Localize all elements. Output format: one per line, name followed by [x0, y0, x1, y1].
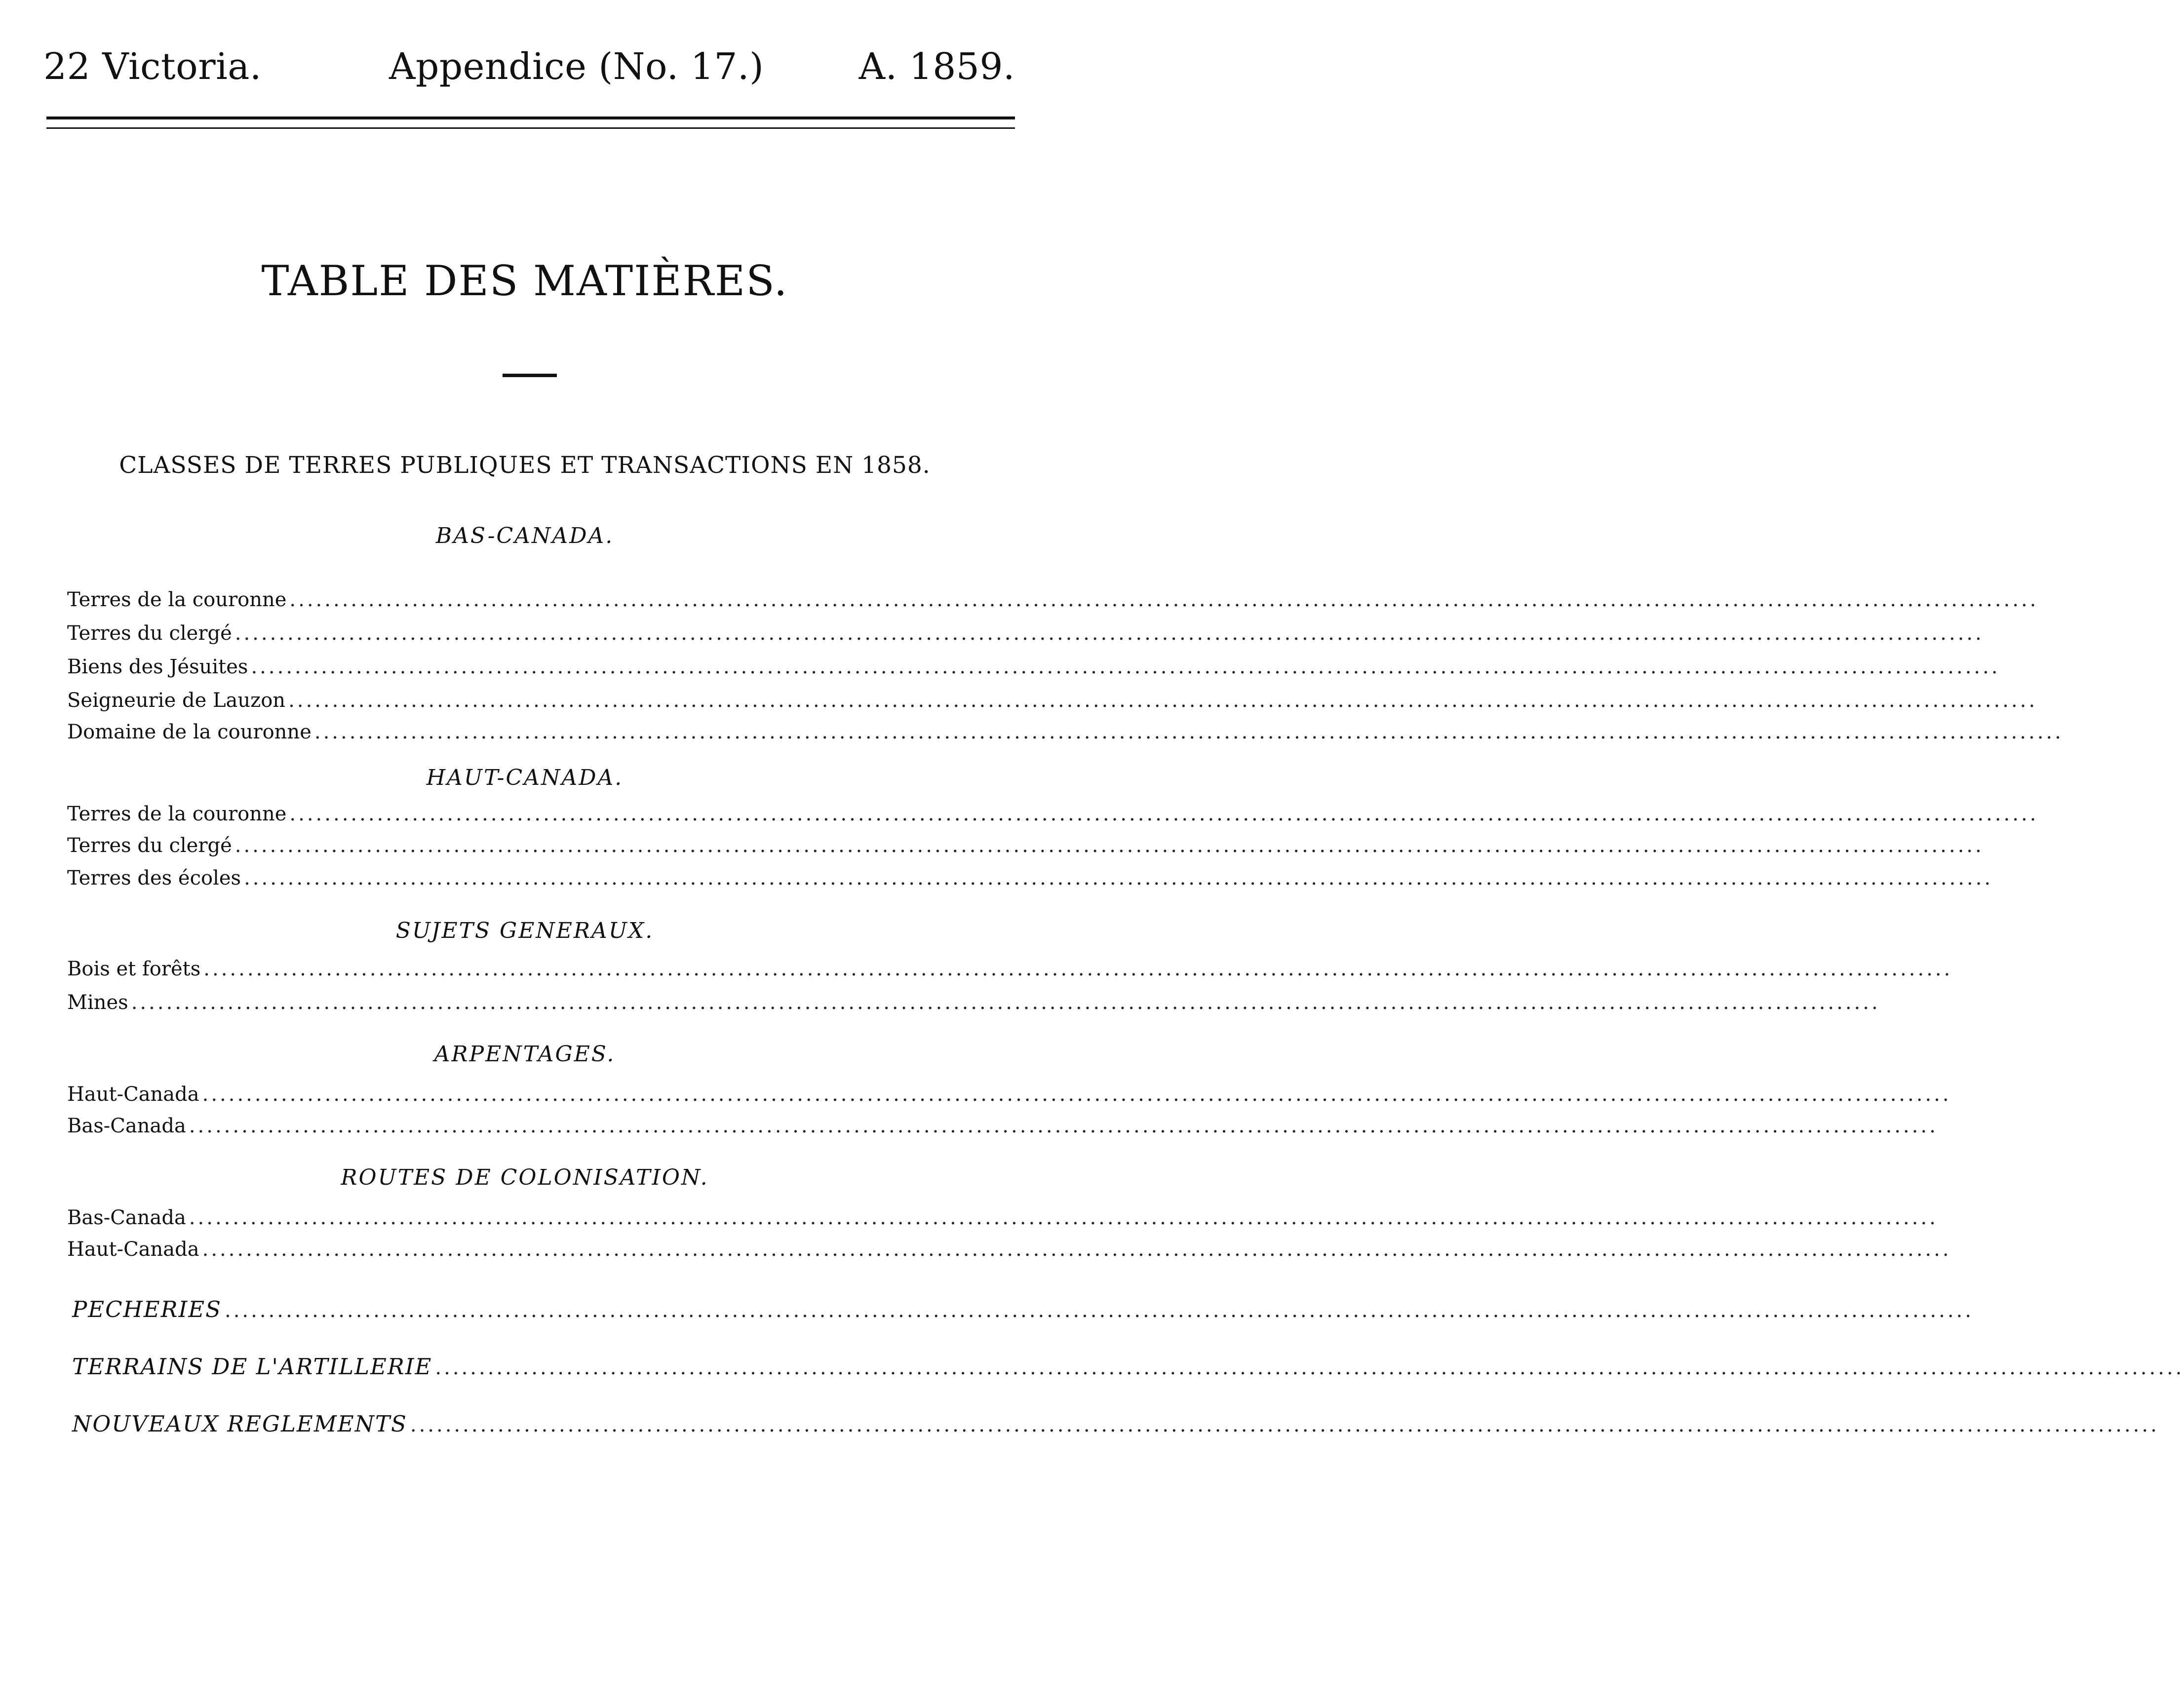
toc-entry[interactable] — [67, 867, 1993, 894]
dot-leader: ........................................................................................................................................................................................................ — [289, 803, 2039, 825]
toc-entry-label: PECHERIES — [72, 1296, 222, 1322]
dot-leader: ........................................................................................................................................................................................................ — [251, 656, 2000, 678]
toc-entry[interactable] — [67, 721, 2064, 748]
dot-leader: ........................................................................................................................................................................................................ — [131, 991, 1880, 1014]
toc-entry[interactable] — [67, 622, 1984, 650]
toc-entry-label: Terres de la couronne — [67, 588, 287, 611]
toc-entry-terrains-artillerie[interactable] — [72, 1354, 2184, 1381]
toc-entry-label: Terres des écoles — [67, 867, 241, 890]
toc-entry[interactable] — [67, 991, 1880, 1019]
dot-leader: ........................................................................................................................................................................................................ — [288, 689, 2038, 712]
toc-entry-label: Bas-Canada — [67, 1206, 186, 1229]
toc-entry[interactable] — [67, 803, 2039, 830]
toc-entry-pecheries[interactable] — [72, 1296, 1974, 1324]
dot-leader: ........................................................................................................................................................................................................ — [244, 867, 1993, 890]
toc-entry-nouveaux-reglements[interactable] — [72, 1411, 2159, 1438]
header-appendix: Appendice (No. 17.) — [389, 45, 764, 88]
dot-leader: ........................................................................................................................................................................................................ — [234, 622, 1984, 645]
toc-entry-label: Biens des Jésuites — [67, 656, 248, 678]
toc-entry[interactable] — [67, 656, 2000, 683]
header-rule-thin — [46, 127, 1015, 129]
page-header — [43, 45, 1015, 100]
page-subtitle: CLASSES DE TERRES PUBLIQUES ET TRANSACTIONS EN 1858. — [119, 452, 931, 479]
dot-leader: ........................................................................................................................................................................................................ — [435, 1356, 2184, 1379]
section-heading-bas-canada: BAS-CANADA. — [435, 523, 614, 548]
toc-entry[interactable] — [67, 1083, 1951, 1111]
toc-entry[interactable] — [67, 834, 1984, 862]
toc-entry-label: NOUVEAUX REGLEMENTS — [72, 1411, 407, 1437]
toc-entry-label: Seigneurie de Lauzon — [67, 689, 286, 712]
dot-leader: ........................................................................................................................................................................................................ — [189, 1115, 1938, 1137]
toc-entry-label: Terres du clergé — [67, 834, 232, 857]
toc-entry[interactable] — [67, 958, 1953, 985]
toc-entry[interactable] — [67, 1238, 1951, 1266]
header-year: A. 1859. — [858, 45, 1015, 88]
toc-entry-label: Haut-Canada — [67, 1083, 199, 1106]
section-heading-routes-colonisation: ROUTES DE COLONISATION. — [341, 1165, 709, 1190]
toc-entry[interactable] — [67, 1206, 1938, 1234]
toc-entry[interactable] — [67, 1115, 1938, 1142]
section-heading-sujets-generaux: SUJETS GENERAUX. — [395, 918, 654, 943]
page-title: TABLE DES MATIÈRES. — [261, 257, 788, 305]
dot-leader: ........................................................................................................................................................................................................ — [225, 1299, 1974, 1322]
dot-leader: ........................................................................................................................................................................................................ — [203, 958, 1953, 980]
toc-entry[interactable] — [67, 588, 2039, 616]
header-session: 22 Victoria. — [43, 45, 262, 88]
toc-entry-label: Haut-Canada — [67, 1238, 199, 1261]
dot-leader: ........................................................................................................................................................................................................ — [410, 1414, 2159, 1436]
toc-entry[interactable] — [67, 689, 2038, 717]
section-heading-haut-canada: HAUT-CANADA. — [426, 765, 624, 790]
toc-entry-label: Domaine de la couronne — [67, 721, 312, 743]
toc-entry-label: Bois et forêts — [67, 958, 201, 980]
dot-leader: ........................................................................................................................................................................................................ — [289, 588, 2039, 611]
dot-leader: ........................................................................................................................................................................................................ — [189, 1206, 1938, 1229]
toc-entry-label: Mines — [67, 991, 128, 1014]
toc-entry-label: Terres du clergé — [67, 622, 232, 645]
dot-leader: ........................................................................................................................................................................................................ — [314, 721, 2064, 743]
toc-entry-label: TERRAINS DE L'ARTILLERIE — [72, 1354, 432, 1380]
toc-entry-label: Terres de la couronne — [67, 803, 287, 825]
toc-entry-label: Bas-Canada — [67, 1115, 186, 1137]
header-rule-thick — [46, 116, 1015, 119]
dot-leader: ........................................................................................................................................................................................................ — [234, 834, 1984, 857]
dot-leader: ........................................................................................................................................................................................................ — [202, 1083, 1951, 1106]
title-divider — [503, 374, 557, 377]
dot-leader: ........................................................................................................................................................................................................ — [202, 1238, 1951, 1261]
section-heading-arpentages: ARPENTAGES. — [434, 1042, 616, 1067]
